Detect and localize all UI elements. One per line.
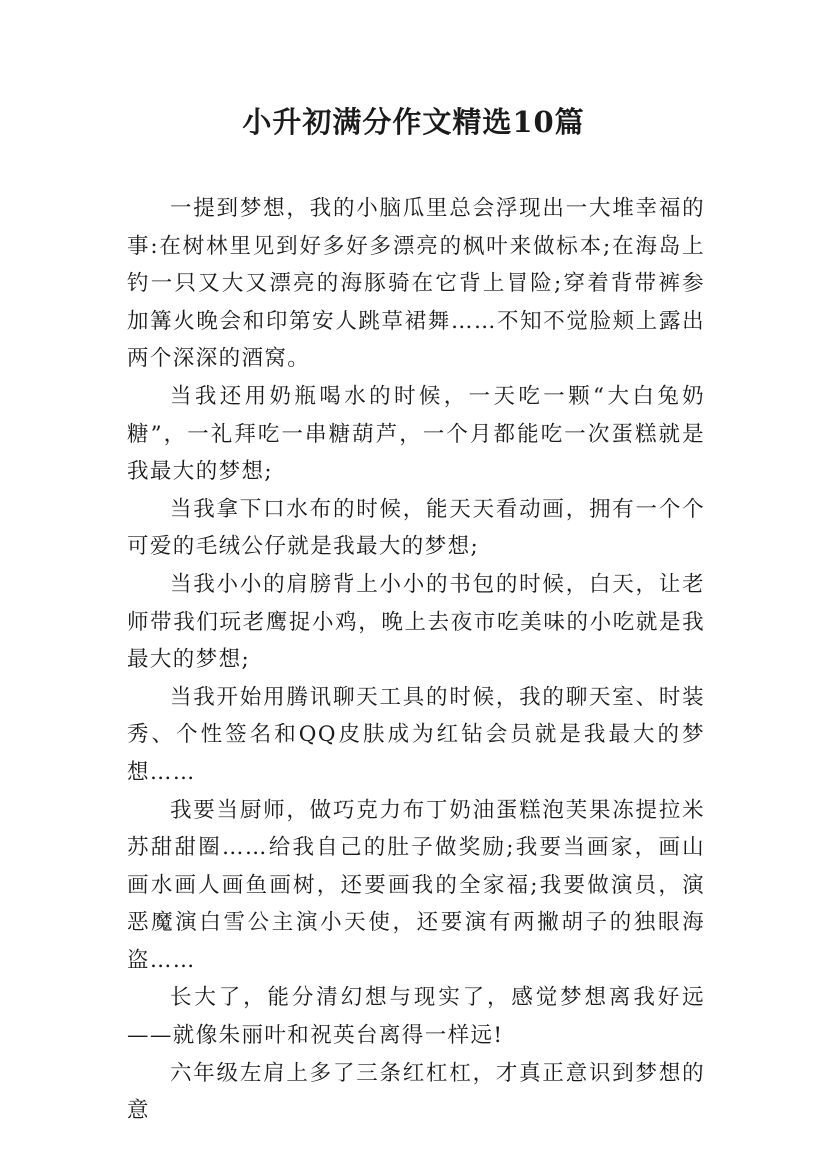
paragraph-sixth-grade: 六年级左肩上多了三条红杠杠，才真正意识到梦想的意 [127, 1060, 705, 1124]
document-title: 小升初满分作文精选10篇 [242, 105, 585, 139]
paragraph-chat-tool: 当我开始用腾讯聊天工具的时候，我的聊天室、时装秀、个性签名和QQ皮肤成为红钻会员就是我最大的梦想…… [127, 684, 705, 785]
paragraph-dream-intro: 一提到梦想，我的小脑瓜里总会浮现出一大堆幸福的事:在树林里见到好多好多漂亮的枫叶来做标本;在海岛上钓一只又大又漂亮的海豚骑在它背上冒险;穿着背带裤参加篝火晚会和印第安人跳草裙舞……不知不觉脸颊上露出两个深深的酒窝。 [127, 196, 705, 372]
paragraph-grown-up: 长大了，能分清幻想与现实了，感觉梦想离我好远——就像朱丽叶和祝英台离得一样远! [127, 985, 705, 1049]
paragraph-schoolbag: 当我小小的肩膀背上小小的书包的时候，白天，让老师带我们玩老鹰捉小鸡，晚上去夜市吃美味的小吃就是我最大的梦想; [127, 571, 705, 673]
paragraph-career-dreams: 我要当厨师，做巧克力布丁奶油蛋糕泡芙果冻提拉米苏甜甜圈……给我自己的肚子做奖励;我要当画家，画山画水画人画鱼画树，还要画我的全家福;我要做演员，演恶魔演白雪公主演小天使，还要演有两撇胡子的独眼海盗…… [127, 797, 705, 973]
paragraph-bib: 当我拿下口水布的时候，能天天看动画，拥有一个个可爱的毛绒公仔就是我最大的梦想; [127, 496, 705, 560]
document-body [127, 190, 705, 1130]
paragraph-baby-bottle: 当我还用奶瓶喝水的时候，一天吃一颗“大白兔奶糖”，一礼拜吃一串糖葫芦，一个月都能吃一次蛋糕就是我最大的梦想; [127, 383, 705, 485]
